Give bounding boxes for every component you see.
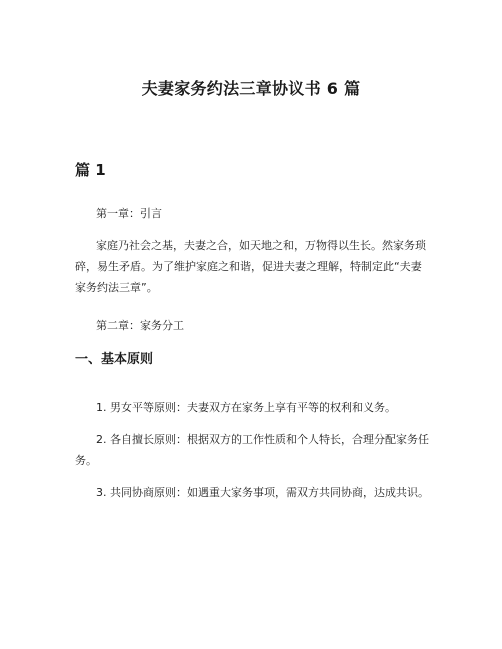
principle-item: 1. 男女平等原则：夫妻双方在家务上享有平等的权利和义务。	[96, 401, 396, 414]
chapter1-heading: 第一章：引言	[96, 207, 162, 220]
principle-item: 3. 共同协商原则：如遇重大家务事项，需双方共同协商，达成共识。	[96, 486, 429, 499]
section-title: 篇 1	[75, 161, 106, 179]
chapter1-body: 家庭乃社会之基，夫妻之合，如天地之和，万物得以生长。然家务琐碎，易生矛盾。为了维护家庭之和谐，促进夫妻之理解，特制定此“夫妻家务约法三章”。	[75, 239, 426, 294]
principle-item: 2. 各自擅长原则：根据双方的工作性质和个人特长，合理分配家务任务。	[75, 433, 429, 467]
principles-heading: 一、基本原则	[75, 352, 154, 367]
document-title: 夫妻家务约法三章协议书 6 篇	[141, 79, 361, 98]
chapter2-heading: 第二章：家务分工	[96, 319, 184, 332]
